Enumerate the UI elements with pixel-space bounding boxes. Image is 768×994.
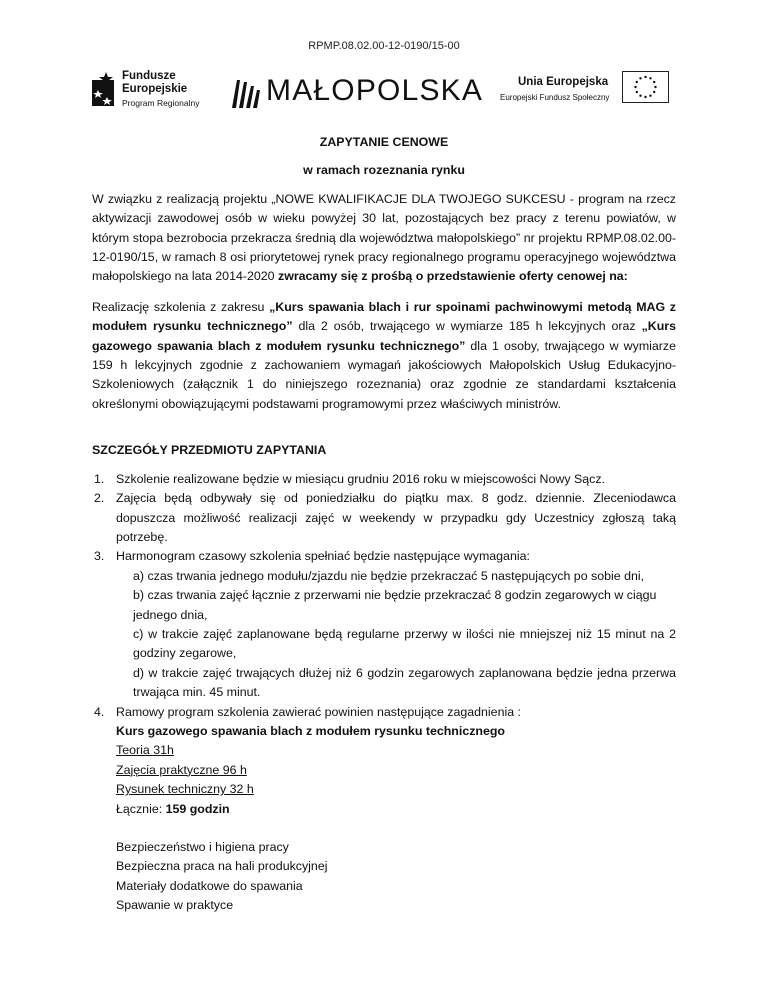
hours-theory: Teoria 31h bbox=[116, 743, 174, 758]
schedule-requirement: c) w trakcie zajęć zaplanowane będą regularne przerwy w ilości nie mniejszej niż 15 minut na 2 godziny zegarowe, bbox=[133, 626, 676, 661]
eu-logo-subtitle: Europejski Fundusz Społeczny bbox=[500, 93, 610, 102]
malopolska-wordmark: MAŁOPOLSKA bbox=[266, 74, 484, 107]
list-item: 1. Szkolenie realizowane będzie w miesiącu grudniu 2016 roku w miejscowości Nowy Sącz. bbox=[94, 471, 605, 486]
schedule-requirement: a) czas trwania jednego modułu/zjazdu nie będzie przekraczać 5 następujących po sobie dni, bbox=[133, 568, 645, 583]
topic-item: Bezpieczna praca na hali produkcyjnej bbox=[116, 859, 328, 874]
fe-logo-subtitle: Program Regionalny bbox=[122, 98, 200, 108]
hours-total: Łącznie: 159 godzin bbox=[116, 801, 230, 816]
fe-logo-title: Fundusze Europejskie bbox=[122, 70, 188, 95]
list-item: 3. Harmonogram czasowy szkolenia spełniać będzie następujące wymagania: a) czas trwania jednego modułu/zjazdu nie będzie przekraczać 5 następujących po sobie dni, b) czas trwania zajęć łącznie z przerwami nie będzie przekraczać 8 godzin zegarowych w ciągu jednego dnia, c) w trakcie zajęć zaplanowane będą regularne przerwy w ilości nie mniejszej niż 15 minut na 2 godziny zegarowe, d) w trakcie zajęć trwających dłużej niż 6 godzin zegarowych zaplanowana będzie jedna przerwa trwająca min. 45 minut. bbox=[92, 547, 676, 702]
intro-paragraph: W związku z realizacją projektu „NOWE KWALIFIKACJE DLA TWOJEGO SUKCESU - program na rzecz aktywizacji zawodowej osób w wieku powyżej 30 lat, pozostających bez pracy z terenu powiatów, w którym stopa bezrobocia przekracza średnią dla województwa małopolskiego” nr projektu RPMP.08.02.00-12-0190/15, w ramach 8 osi priorytetowej rynek pracy regionalnego programu operacyjnego województwa małopolskiego na lata 2014-2020 zwracamy się z prośbą o przedstawienie oferty cenowej na: bbox=[92, 191, 676, 284]
hours-practice: Zajęcia praktyczne 96 h bbox=[116, 762, 247, 777]
fe-star-icon bbox=[92, 72, 118, 110]
section-title: SZCZEGÓŁY PRZEDMIOTU ZAPYTANIA bbox=[92, 443, 327, 458]
course-name: Kurs gazowego spawania blach z modułem rysunku technicznego bbox=[116, 723, 506, 738]
logo-bar bbox=[92, 70, 682, 118]
eu-logo-title: Unia Europejska bbox=[518, 76, 609, 88]
topic-item: Spawanie w praktyce bbox=[116, 898, 234, 913]
topic-item: Materiały dodatkowe do spawania bbox=[116, 878, 303, 893]
scope-paragraph: Realizację szkolenia z zakresu „Kurs spawania blach i rur spoinami pachwinowymi metodą MAG z modułem rysunku technicznego” dla 2 osób, trwającego w wymiarze 185 h lekcyjnych oraz „Kurs gazowego spawania blach z modułem rysunku technicznego” dla 1 osoby, trwającego w wymiarze 159 h lekcyjnych zgodnie z zachowaniem wymagań jakościowych Małopolskich Usług Edukacyjno-Szkoleniowych (załącznik 1 do niniejszego rozeznania) oraz zgodnie ze standardami kształcenia określonymi obowiązującymi podstawami programowymi przez właściwych ministrów. bbox=[92, 299, 677, 411]
document-subtitle: w ramach rozeznania rynku bbox=[303, 163, 465, 178]
hours-drawing: Rysunek techniczny 32 h bbox=[116, 782, 254, 797]
eu-flag-icon bbox=[622, 71, 669, 103]
schedule-requirement: b) czas trwania zajęć łącznie z przerwami nie będzie przekraczać 8 godzin zegarowych w ciągu jednego dnia, bbox=[133, 588, 657, 622]
details-list bbox=[92, 470, 676, 916]
malopolska-mark-icon bbox=[232, 80, 262, 108]
list-item: 2. Zajęcia będą odbywały się od poniedziałku do piątku max. 8 godz. dziennie. Zleceniodawca dopuszcza możliwość realizacji zajęć w weekendy w przypadku gdy Uczestnicy zgłoszą taką potrzebę. bbox=[94, 491, 676, 544]
schedule-requirement: d) w trakcie zajęć trwających dłużej niż 6 godzin zegarowych zaplanowana będzie jedna przerwa trwająca min. 45 minut. bbox=[133, 665, 676, 700]
document-body bbox=[92, 130, 676, 916]
reference-number: RPMP.08.02.00-12-0190/15-00 bbox=[308, 40, 460, 52]
topic-item: Bezpieczeństwo i higiena pracy bbox=[116, 840, 289, 854]
list-item: 4. Ramowy program szkolenia zawierać powinien następujące zagadnienia : Kurs gazowego spawania blach z modułem rysunku technicznego Teoria 31h Zajęcia praktyczne 96 h Rysunek techniczny 32 h Łącznie: 159 godzin Bezpieczeństwo i higiena pracy Bezpieczna praca na hali produkcyjnej Materiały dodatkowe do spawania Spawanie w praktyce bbox=[92, 703, 676, 916]
document-title: ZAPYTANIE CENOWE bbox=[319, 135, 449, 149]
fundusze-europejskie-logo bbox=[92, 70, 222, 114]
